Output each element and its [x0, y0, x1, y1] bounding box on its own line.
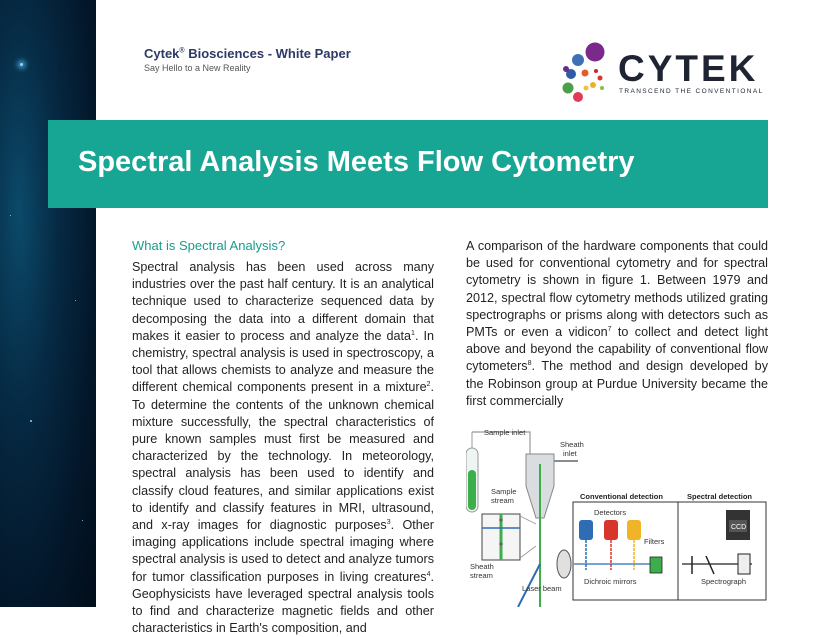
section-heading: What is Spectral Analysis?	[132, 238, 286, 253]
label-sample-inlet: Sample inlet	[484, 428, 526, 437]
logo-dots-icon	[556, 40, 618, 108]
logo-tagline: TRANSCEND THE CONVENTIONAL	[619, 88, 764, 95]
label-ccd: CCD	[731, 524, 747, 531]
label-sheath-inlet-1: Sheath	[560, 440, 584, 449]
label-sheath-stream-1: Sheath	[470, 562, 494, 571]
title-banner	[48, 120, 768, 208]
star-dot	[30, 420, 32, 422]
label-laser-beam: Laser beam	[522, 584, 562, 593]
detector-pmt-icon	[604, 520, 618, 540]
label-sheath-stream-2: stream	[470, 571, 493, 580]
star-dot	[20, 63, 23, 66]
decorative-starfield-strip	[0, 0, 96, 607]
cytek-logo	[556, 40, 766, 108]
label-filters: Filters	[644, 537, 665, 546]
label-spectral-detection: Spectral detection	[687, 492, 753, 501]
label-spectrograph: Spectrograph	[701, 577, 747, 586]
page-title: Spectral Analysis Meets Flow Cytometry	[78, 146, 635, 178]
filter-icon	[650, 557, 662, 573]
brand-tagline: Say Hello to a New Reality	[144, 63, 251, 73]
logo-wordmark: CYTEK	[618, 48, 759, 89]
detector-pmt-icon	[627, 520, 641, 540]
label-sample-stream-2: stream	[491, 496, 514, 505]
star-dot	[10, 215, 11, 216]
star-dot	[82, 520, 83, 521]
right-column	[466, 238, 768, 410]
body-paragraph: Spectral analysis has been used across many industries over the past half century. It is an analytical technique used to characterize sequenced data by decomposing the data into a different domain that makes it easier to process and analyze the data$^1$. In chemistry, spectral analysis is used in spectroscopy, a tool that allows chemists to analyze and measure the different chemical components present in a mixture$^2$. To determine the contents of the unknown chemical mixture successfully, the spectral characteristics of pure known samples must first be measured and characterized by the technology. In meteorology, spectral analysis has been used to identify and classify cloud features, and similar applications exist to identify and classify features in MRI, ultrasound, and x-ray images for diagnostic purposes$^3$. Other imaging applications include spectral imaging where spectral analysis is used to detect and analyze tumors for tumor classification purposes in living creatures$^4$. Geophysicists have leveraged spectral analysis tools to find and characterize magnetic fields and other characteristics in Earth's composition, and	[132, 260, 434, 636]
label-sample-stream-1: Sample	[491, 487, 517, 496]
label-detectors: Detectors	[594, 508, 627, 517]
label-dichroic-mirrors: Dichroic mirrors	[584, 577, 637, 586]
lens-icon	[557, 550, 571, 578]
body-paragraph: A comparison of the hardware components that could be used for conventional cytometry and for spectral cytometry is shown in figure 1. Between 1979 and 2012, spectral flow cytometry methods utilized grating spectrographs or prisms along with detectors such as PMTs or even a vidicon$^7$ to collect and detect light above and beyond the capability of conventional flow cytometers$^8$. The method and design developed by the Robinson group at Purdue University became the first commercially	[466, 239, 768, 408]
label-sheath-inlet-2: inlet	[563, 449, 577, 458]
label-conventional-detection: Conventional detection	[580, 492, 663, 501]
whitepaper-brand-title: Cytek® Biosciences - White Paper	[144, 46, 351, 61]
star-dot	[75, 300, 76, 301]
figure-1-diagram	[466, 424, 768, 607]
detector-pmt-icon	[579, 520, 593, 540]
left-column	[132, 238, 434, 637]
